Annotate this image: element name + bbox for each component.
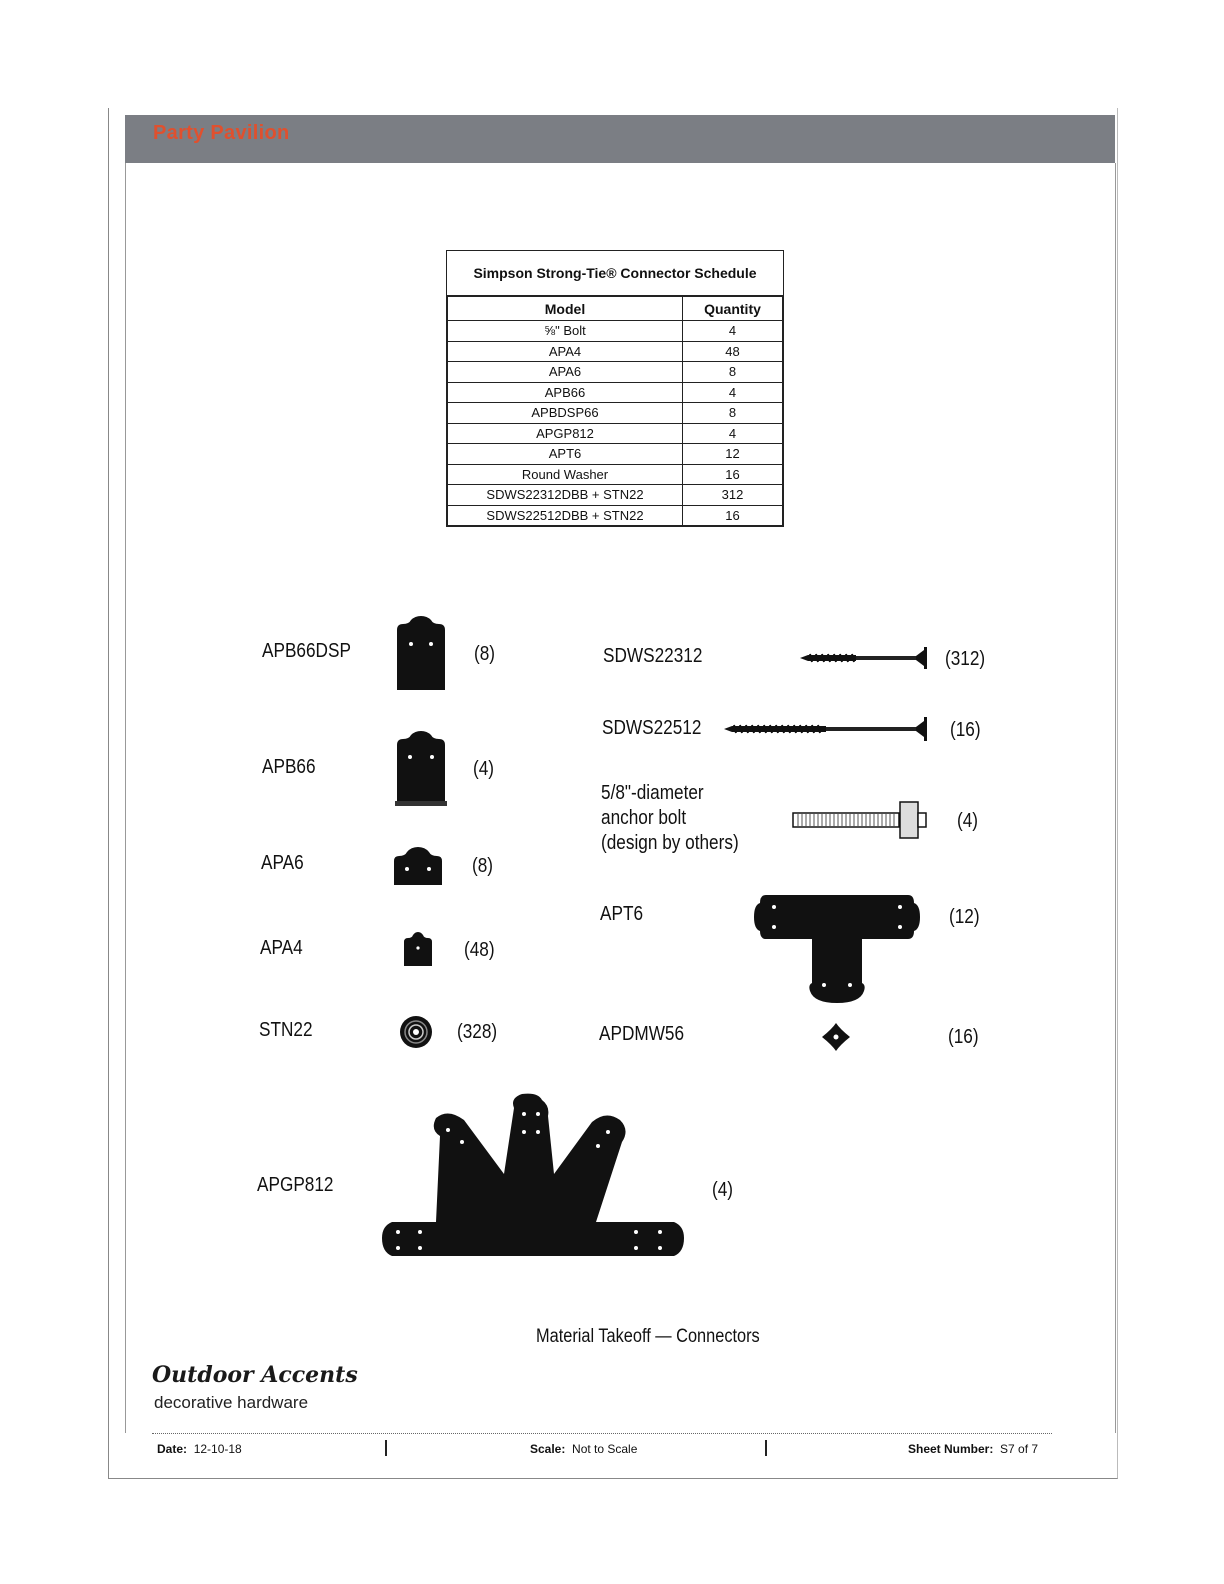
quantity-cell: 4 [683,423,783,444]
apb66dsp-bracket-icon [395,616,447,690]
table-row [448,341,783,362]
connector-schedule [446,250,784,527]
date-value: 12-10-18 [193,1442,242,1456]
model-cell: SDWS22512DBB + STN22 [448,505,683,526]
part-label-apgp812: APGP812 [257,1174,334,1196]
model-cell: Round Washer [448,464,683,485]
scale-label: Scale: [530,1442,566,1456]
quantity-cell: 16 [683,464,783,485]
date-label: Date: [157,1442,188,1456]
table-row [448,423,783,444]
drawing-caption: Material Takeoff — Connectors [536,1326,760,1347]
anchor-bolt-icon [792,802,928,838]
model-cell: APA6 [448,362,683,383]
model-cell: APT6 [448,444,683,465]
scale-value: Not to Scale [572,1442,638,1456]
part-label-apt6: APT6 [600,903,644,925]
qty-sdws22312: (312) [945,648,986,670]
model-cell: APA4 [448,341,683,362]
quantity-cell: 8 [683,403,783,424]
apgp812-gusset-icon [378,1092,690,1264]
part-label-sdws22512: SDWS22512 [602,717,702,739]
sheet-value: S7 of 7 [1000,1442,1039,1456]
qty-sdws22512: (16) [950,719,981,741]
part-label-anchor-bolt: 5/8"-diameter anchor bolt (design by others) [601,782,739,854]
model-cell: APGP812 [448,423,683,444]
quantity-cell: 4 [683,382,783,403]
qty-apgp812: (4) [712,1179,734,1201]
quantity-cell: 16 [683,505,783,526]
part-label-apb66dsp: APB66DSP [262,640,351,662]
logo-subtitle: decorative hardware [154,1393,309,1412]
footer-separator [385,1440,387,1456]
part-label-apa6: APA6 [261,852,304,874]
stn22-washer-icon [399,1015,433,1049]
quantity-cell: 12 [683,444,783,465]
table-row [448,464,783,485]
quantity-cell: 8 [683,362,783,383]
apdmw56-washer-icon [821,1022,851,1052]
model-cell: SDWS22312DBB + STN22 [448,485,683,506]
part-label-apb66: APB66 [262,756,316,778]
quantity-cell: 312 [683,485,783,506]
header-bar [125,115,1115,163]
sdws22512-screw-icon [722,716,930,742]
part-label-apdmw56: APDMW56 [599,1023,685,1045]
part-label-apa4: APA4 [260,937,303,959]
part-label-stn22: STN22 [259,1019,313,1041]
part-label-sdws22312: SDWS22312 [603,645,703,667]
qty-apb66: (4) [473,758,495,780]
table-row [448,505,783,526]
table-row [448,362,783,383]
column-header-quantity: Quantity [683,297,783,321]
qty-anchor-bolt: (4) [957,810,979,832]
table-row [448,321,783,342]
qty-apdmw56: (16) [948,1026,979,1048]
apa4-bracket-icon [403,932,433,966]
qty-apt6: (12) [949,906,980,928]
qty-apa6: (8) [472,855,494,877]
table-row [448,403,783,424]
table-row [448,485,783,506]
qty-apb66dsp: (8) [474,643,496,665]
table-row [448,444,783,465]
footer-sheet-number [908,1442,1038,1456]
logo-brand: Outdoor Accents [152,1362,358,1388]
model-cell: ⅝" Bolt [448,321,683,342]
quantity-cell: 4 [683,321,783,342]
schedule-title: Simpson Strong-Tie® Connector Schedule [447,251,783,296]
sheet-label: Sheet Number: [908,1442,994,1456]
apa6-bracket-icon [393,847,443,885]
model-cell: APBDSP66 [448,403,683,424]
apb66-bracket-icon [395,731,447,807]
footer-scale [530,1442,637,1456]
footer-date [157,1442,242,1456]
apt6-tee-bracket-icon [752,893,922,1005]
quantity-cell: 48 [683,341,783,362]
column-header-model: Model [448,297,683,321]
table-row [448,382,783,403]
footer-separator [765,1440,767,1456]
sdws22312-screw-icon [798,646,930,670]
page-title: Party Pavilion [153,122,290,144]
schedule-table [447,296,783,526]
qty-apa4: (48) [464,939,495,961]
qty-stn22: (328) [457,1021,498,1043]
footer-rule [152,1433,1052,1434]
model-cell: APB66 [448,382,683,403]
